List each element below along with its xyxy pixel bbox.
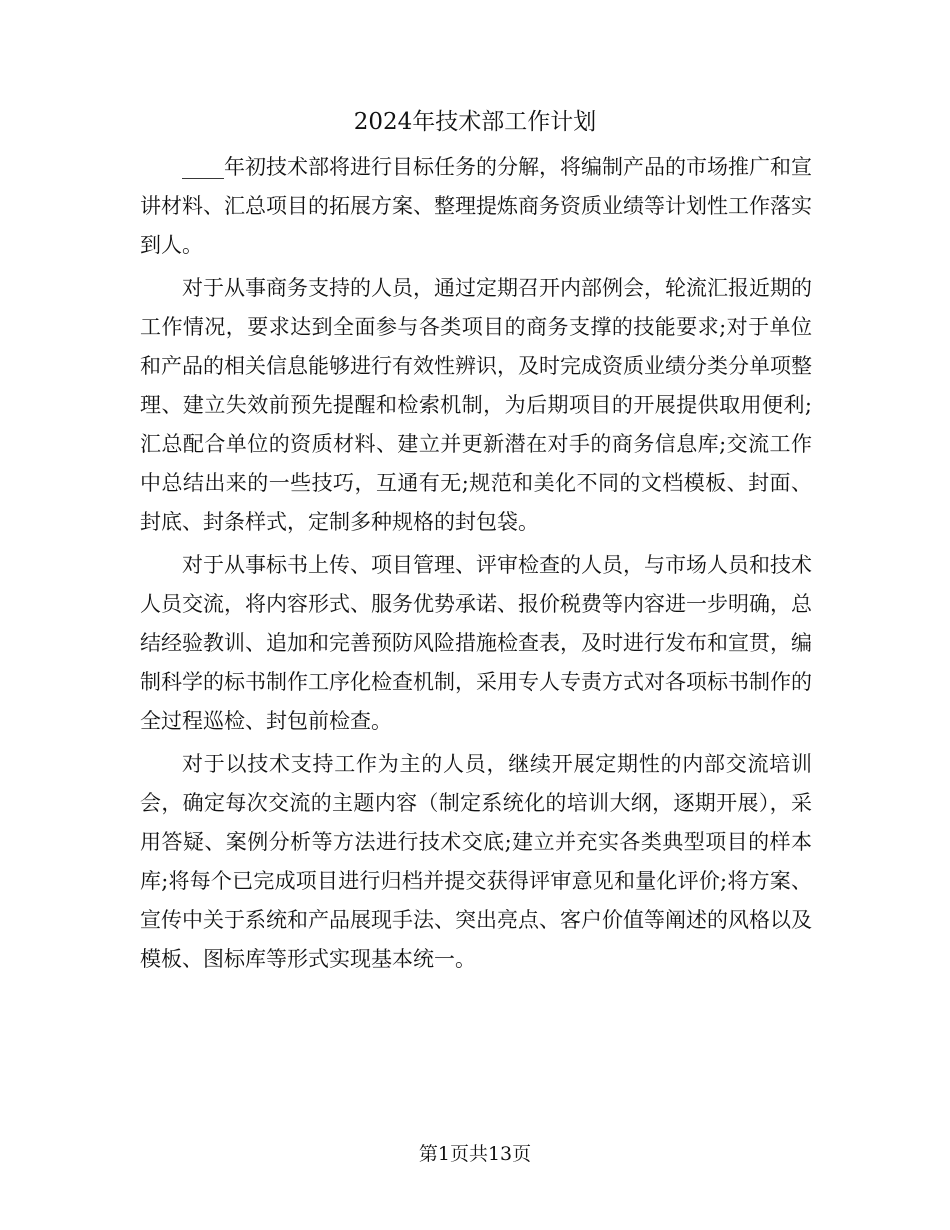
document-body (140, 148, 812, 983)
paragraph-4: 对于以技术支持工作为主的人员，继续开展定期性的内部交流培训会，确定每次交流的主题内容（制定系统化的培训大纲，逐期开展），采用答疑、案例分析等方法进行技术交底;建立并充实各类典型项目的样本库;将每个已完成项目进行归档并提交获得评审意见和量化评价;将方案、宣传中关于系统和产品展现手法、突出亮点、客户价值等阐述的风格以及模板、图标库等形式实现基本统一。 (140, 752, 812, 971)
paragraph-3: 对于从事标书上传、项目管理、评审检查的人员，与市场人员和技术人员交流，将内容形式、服务优势承诺、报价税费等内容进一步明确，总结经验教训、追加和完善预防风险措施检查表，及时进行发布和宣贯，编制科学的标书制作工序化检查机制，采用专人专责方式对各项标书制作的全过程巡检、封包前检查。 (140, 553, 812, 733)
paragraph-2: 对于从事商务支持的人员，通过定期召开内部例会，轮流汇报近期的工作情况，要求达到全面参与各类项目的商务支撑的技能要求;对于单位和产品的相关信息能够进行有效性辨识，及时完成资质业绩分类分单项整理、建立失效前预先提醒和检索机制，为后期项目的开展提供取用便利;汇总配合单位的资质材料、建立并更新潜在对手的商务信息库;交流工作中总结出来的一些技巧，互通有无;规范和美化不同的文档模板、封面、封底、封条样式，定制多种规格的封包袋。 (140, 276, 812, 534)
paragraph-1: ____年初技术部将进行目标任务的分解，将编制产品的市场推广和宣讲材料、汇总项目的拓展方案、整理提炼商务资质业绩等计划性工作落实到人。 (140, 155, 812, 257)
document-title: 2024年技术部工作计划 (353, 109, 597, 135)
page-number-footer: 第1页共13页 (418, 1143, 532, 1165)
